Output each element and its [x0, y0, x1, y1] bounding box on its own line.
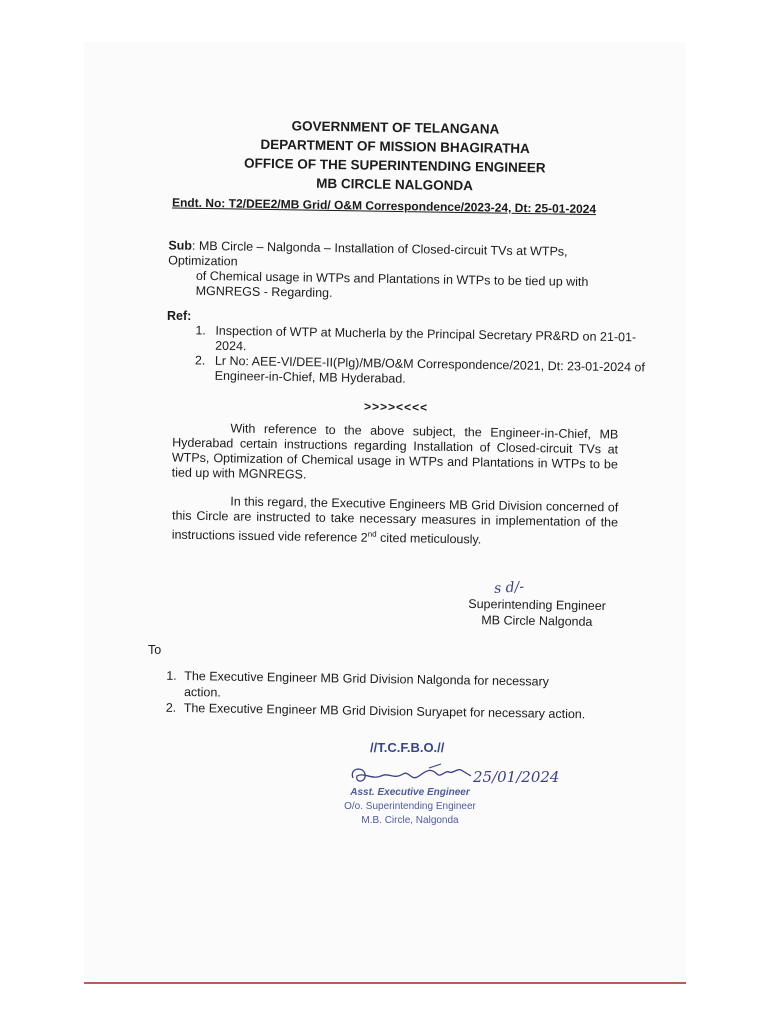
signature-date: 25/01/2024 [473, 768, 560, 786]
office-stamp [325, 786, 495, 828]
signature-block [467, 596, 607, 630]
stamp-designation: Asst. Executive Engineer [350, 787, 470, 798]
stamp-office: O/o. Superintending Engineer [344, 801, 476, 812]
subject-block: Sub: MB Circle – Nalgonda – Installation of Closed-circuit TVs at WTPs, Optimization of Chemical usage in WTPs and Plantations in WTPs to be tied up with MGNREGS - Regarding. [168, 238, 627, 305]
reference-item-text: Inspection of WTP at Mucherla by the Principal Secretary PR&RD on 21-01-2024. [215, 323, 637, 354]
reference-label: Ref: [167, 309, 192, 323]
header-government: GOVERNMENT OF TELANGANA [291, 118, 500, 137]
header-department: DEPARTMENT OF MISSION BHAGIRATHA [260, 136, 531, 157]
recipient-item: 2. The Executive Engineer MB Grid Division Suryapet for necessary action. [165, 700, 586, 722]
to-label: To [148, 643, 162, 657]
recipient-item: 1. The Executive Engineer MB Grid Division Nalgonda for necessary action. [166, 668, 550, 700]
reference-item: 2. Lr No: AEE-VI/DEE-II(Plg)/MB/O&M Correspondence/2021, Dt: 23-01-2024 of Engineer-in-Chief, MB Hyderabad. [194, 353, 646, 386]
reference-item-text: Lr No: AEE-VI/DEE-II(Plg)/MB/O&M Correspondence/2021, Dt: 23-01-2024 of Engineer-in-Chief, MB Hyderabad. [214, 353, 646, 386]
endorsement-number: Endt. No: T2/DEE2/MB Grid/ O&M Correspondence/2023-24, Dt: 25-01-2024 [171, 195, 597, 217]
body-paragraph-2: In this regard, the Executive Engineers MB Grid Division concerned of this Circle are instructed to take necessary measures in implementation of the instructions issued vide reference 2nd cited meticulously. [171, 494, 619, 547]
recipient-list [166, 668, 587, 723]
letterhead [184, 115, 605, 198]
signatory-office: MB Circle Nalgonda [481, 613, 593, 629]
section-separator: >>>><<<< [363, 399, 429, 415]
subject-text-first: MB Circle – Nalgonda – Installation of Closed-circuit TVs at WTPs, Optimization [168, 238, 568, 269]
reference-item: 1. Inspection of WTP at Mucherla by the Principal Secretary PR&RD on 21-01-2024. [195, 323, 637, 354]
handwritten-sd-mark: s d/- [493, 578, 525, 598]
header-circle: MB CIRCLE NALGONDA [316, 175, 474, 194]
body-paragraph-1: With reference to the above subject, the Engineer-in-Chief, MB Hyderabad certain instructions regarding Installation of Closed-circuit TVs at WTPs, Optimization of Chemical usage in WTPs and Plantations in WTPs to be tied up with MGNREGS. [171, 421, 619, 482]
signatory-title: Superintending Engineer [468, 596, 607, 614]
recipient-text: The Executive Engineer MB Grid Division Nalgonda for necessary action. [183, 668, 550, 700]
subject-text-rest: of Chemical usage in WTPs and Plantations in WTPs to be tied up with MGNREGS - Regarding. [195, 268, 589, 300]
stamp-circle: M.B. Circle, Nalgonda [361, 815, 459, 826]
recipient-text: The Executive Engineer MB Grid Division Suryapet for necessary action. [183, 700, 586, 722]
reference-list [195, 323, 651, 390]
stamp-forwarded-id: //T.C.F.B.O.// [370, 740, 445, 755]
subject-label: Sub [168, 238, 193, 253]
header-office: OFFICE OF THE SUPERINTENDING ENGINEER [243, 155, 546, 176]
